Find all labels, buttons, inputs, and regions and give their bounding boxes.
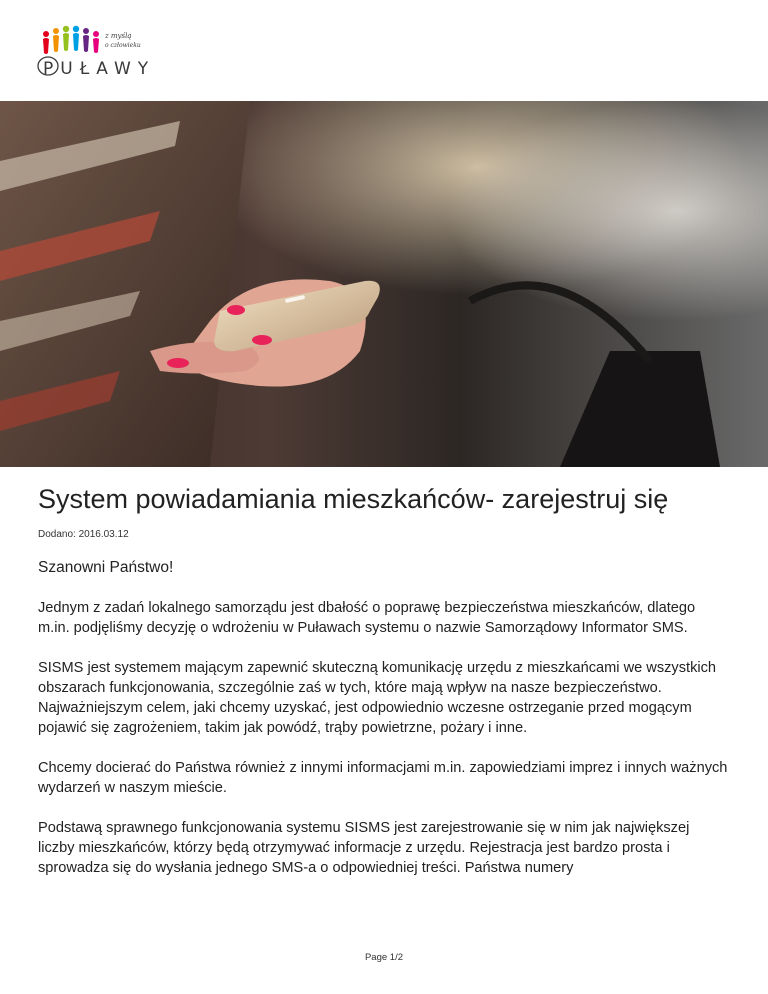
date-label: Dodano:: [38, 529, 76, 540]
paragraph: Podstawą sprawnego funkcjonowania systemu SISMS jest zarejestrowanie się w nim jak największej liczby mieszkańców, którzy będą otrzymywać informacje z urzędu. Rejestracja jest bardzo prosta i sprowadza się do wysłania jednego SMS-a o odpowiedniej treści. Państwa numery: [38, 820, 690, 876]
city-logo[interactable]: [34, 16, 154, 84]
paragraph: Jednym z zadań lokalnego samorządu jest dbałość o poprawę bezpieczeństwa mieszkańców, dlatego m.in. podjęliśmy decyzję o wdrożeniu w Puławach systemu o nazwie Samorządowy Informator SMS.: [38, 600, 696, 636]
paragraph-greeting: Szanowni Państwo!: [38, 559, 174, 576]
hero-photo: [0, 101, 768, 467]
article-title: System powiadamiania mieszkańców- zarejestruj się: [38, 484, 669, 514]
publish-date: 2016.03.12: [78, 529, 129, 540]
logo-figures-icon: [43, 26, 99, 54]
hero-photo-image: [0, 101, 768, 467]
city-logo-graphic: [34, 16, 154, 84]
logo-tagline-line1: z myślą: [105, 32, 132, 40]
page-number: Page 1/2: [364, 952, 404, 963]
article-meta: [38, 529, 129, 540]
paragraph: Chcemy docierać do Państwa również z innymi informacjami m.in. zapowiedziami imprez i innych ważnych wydarzeń w naszym mieście.: [38, 760, 728, 796]
logo-tagline-line2: o człowieku: [105, 42, 141, 49]
logo-city-name: PUŁAWY: [43, 59, 154, 79]
article-body: [38, 558, 728, 898]
paragraph: SISMS jest systemem mającym zapewnić skuteczną komunikację urzędu z mieszkańcami we wszystkich obszarach funkcjonowania, szczególnie zaś w tych, które mają wpływ na nasze bezpieczeństwo. Najważniejszym celem, jaki chcemy uzyskać, jest odpowiednio wczesne ostrzeganie przed mogącym pojawić się zagrożeniem, takim jak powódź, trąby powietrzne, pożary i inne.: [38, 660, 717, 736]
